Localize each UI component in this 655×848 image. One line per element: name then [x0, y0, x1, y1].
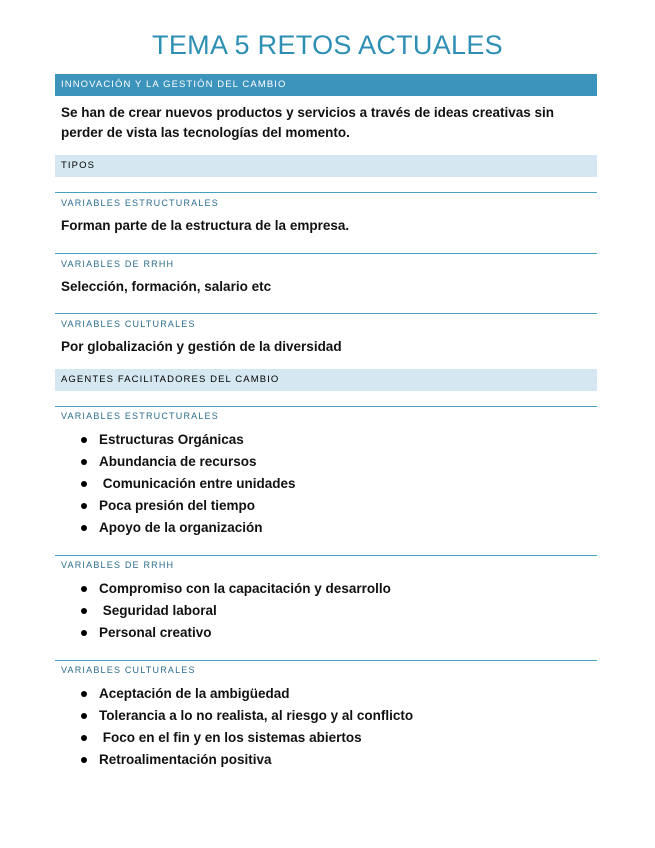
list-item: Comunicación entre unidades: [78, 473, 296, 495]
agentes-label-culturales: VARIABLES CULTURALES: [61, 665, 196, 675]
bullet-icon: [81, 459, 87, 465]
bullet-icon: [81, 503, 87, 509]
divider: [55, 555, 597, 556]
tipos-text-estructurales: Forman parte de la estructura de la empresa.: [61, 218, 350, 233]
tipos-text-culturales: Por globalización y gestión de la diversidad: [61, 339, 342, 354]
divider: [55, 253, 597, 254]
divider: [55, 660, 597, 661]
list-item: Seguridad laboral: [78, 600, 391, 622]
tipos-label-culturales: VARIABLES CULTURALES: [61, 319, 196, 329]
list-item: Estructuras Orgánicas: [78, 429, 296, 451]
divider: [55, 313, 597, 314]
bullet-icon: [81, 525, 87, 531]
list-item: Personal creativo: [78, 622, 391, 644]
bullet-icon: [81, 757, 87, 763]
list-item: Apoyo de la organización: [78, 517, 296, 539]
tipos-label-rrhh: VARIABLES DE RRHH: [61, 259, 175, 269]
agentes-label-estructurales: VARIABLES ESTRUCTURALES: [61, 411, 219, 421]
list-item: Compromiso con la capacitación y desarrollo: [78, 578, 391, 600]
list-item: Poca presión del tiempo: [78, 495, 296, 517]
bullet-icon: [81, 713, 87, 719]
bullet-icon: [81, 437, 87, 443]
section-heading-innovacion: INNOVACIÓN Y LA GESTIÓN DEL CAMBIO: [55, 74, 597, 96]
list-item: Tolerancia a lo no realista, al riesgo y al conflicto: [78, 705, 413, 727]
page-title: TEMA 5 RETOS ACTUALES: [152, 30, 503, 60]
bullet-icon: [81, 608, 87, 614]
bullet-icon: [81, 586, 87, 592]
agentes-list-culturales: [78, 683, 413, 771]
bullet-icon: [81, 735, 87, 741]
section-heading-agentes: AGENTES FACILITADORES DEL CAMBIO: [55, 369, 597, 391]
divider: [55, 406, 597, 407]
agentes-list-rrhh: [78, 578, 391, 644]
tipos-text-rrhh: Selección, formación, salario etc: [61, 279, 272, 294]
bullet-icon: [81, 691, 87, 697]
intro-paragraph: Se han de crear nuevos productos y servicios a través de ideas creativas sin perder de vista las tecnologías del momento.: [61, 105, 554, 140]
bullet-icon: [81, 481, 87, 487]
bullet-icon: [81, 630, 87, 636]
tipos-label-estructurales: VARIABLES ESTRUCTURALES: [61, 198, 219, 208]
list-item: Retroalimentación positiva: [78, 749, 413, 771]
agentes-label-rrhh: VARIABLES DE RRHH: [61, 560, 175, 570]
section-heading-tipos: TIPOS: [55, 155, 597, 177]
list-item: Abundancia de recursos: [78, 451, 296, 473]
list-item: Aceptación de la ambigüedad: [78, 683, 413, 705]
list-item: Foco en el fin y en los sistemas abiertos: [78, 727, 413, 749]
agentes-list-estructurales: [78, 429, 296, 539]
divider: [55, 192, 597, 193]
